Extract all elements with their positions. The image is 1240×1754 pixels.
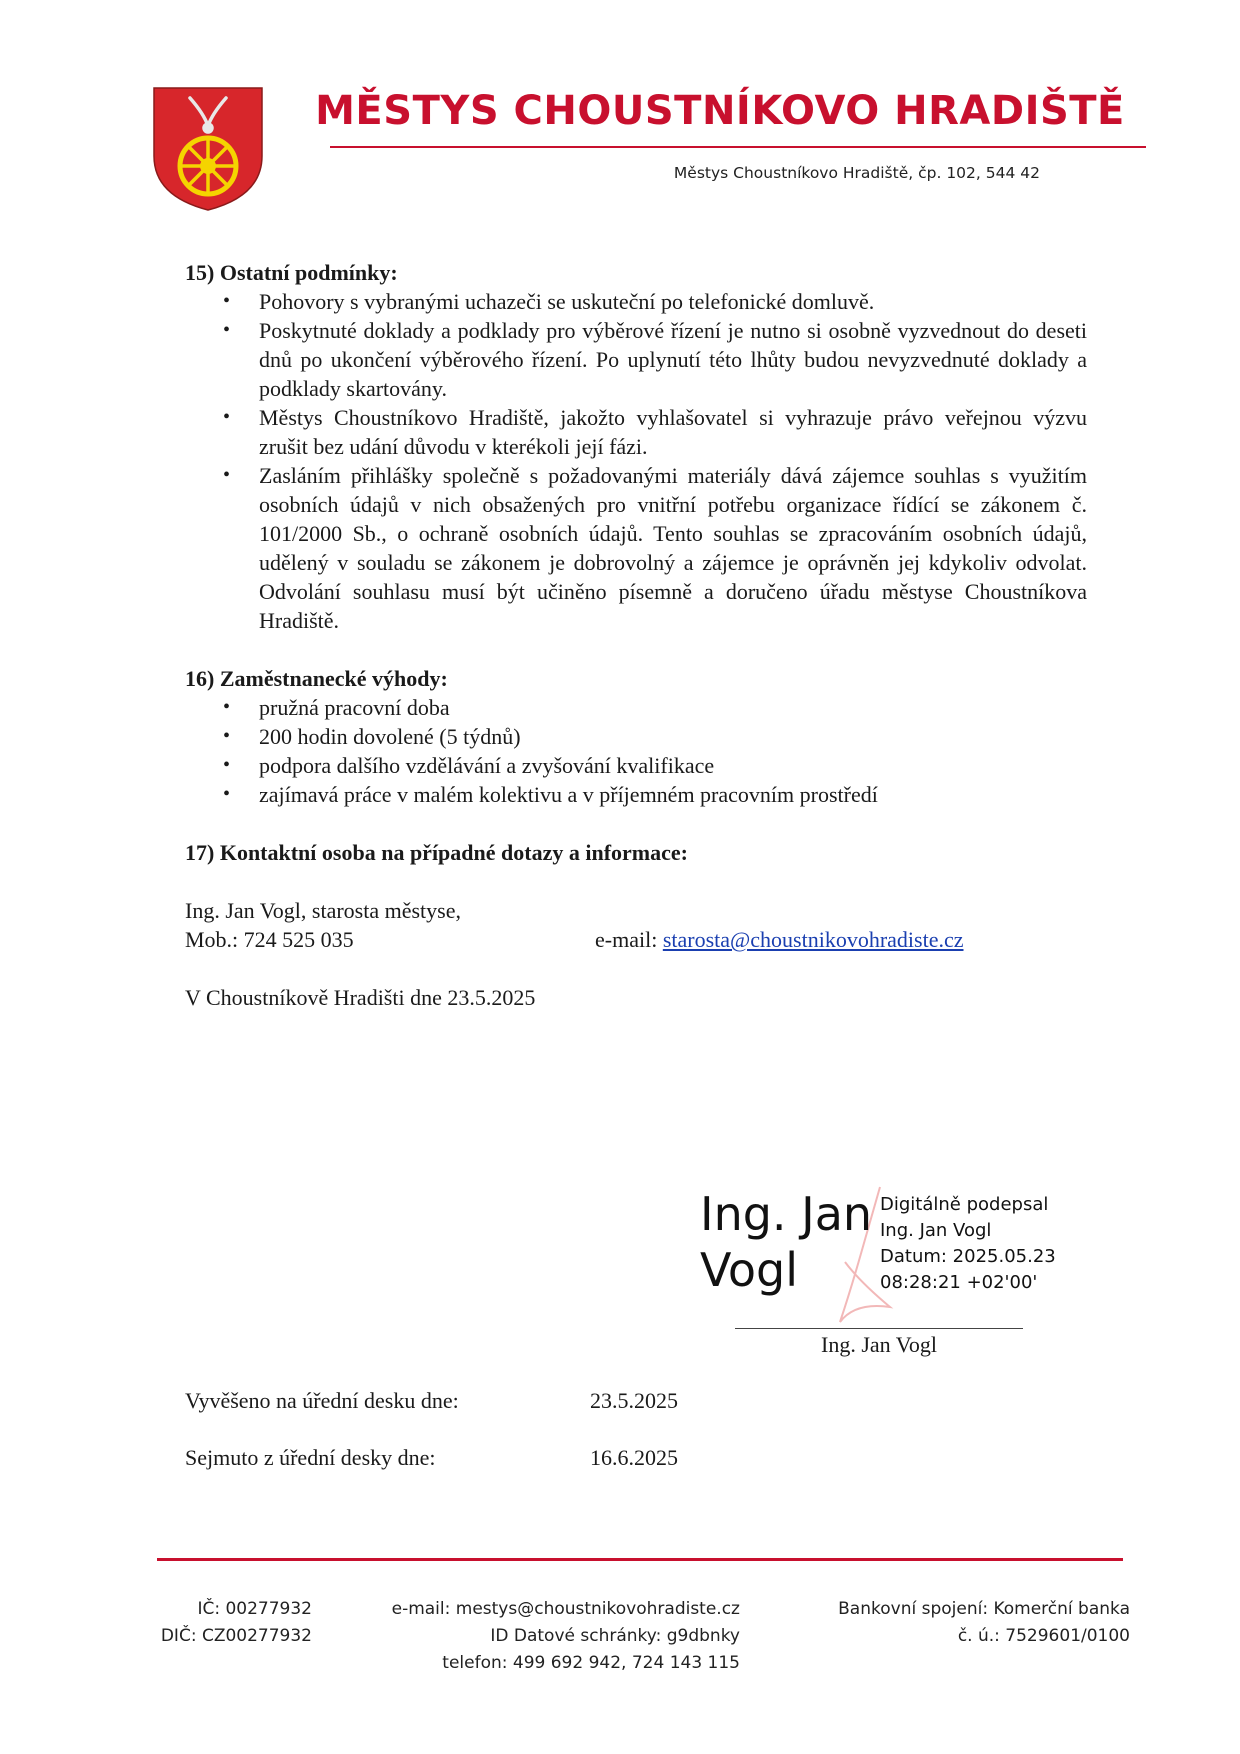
section-heading-16: 16) Zaměstnanecké výhody:: [185, 666, 448, 691]
posted-label: Vyvěšeno na úřední desku dne:: [185, 1388, 459, 1413]
header-address: Městys Choustníkovo Hradiště, čp. 102, 544 42: [673, 164, 1040, 182]
list-item: • pružná pracovní doba: [185, 693, 1087, 722]
page-title: MĚSTYS CHOUSTNÍKOVO HRADIŠTĚ: [315, 88, 1125, 134]
conditions-list: [185, 287, 1087, 635]
footer-dic: DIČ: CZ00277932: [160, 1626, 312, 1646]
posted-row: [185, 1388, 678, 1414]
place-date: V Choustníkově Hradišti dne 23.5.2025: [185, 985, 536, 1010]
signature-line: [735, 1328, 1023, 1329]
coat-of-arms-icon: [152, 86, 264, 212]
digital-signature: [700, 1182, 1100, 1332]
footer-divider: [157, 1558, 1123, 1561]
footer-ids: [140, 1596, 312, 1650]
benefits-list: [185, 693, 1087, 809]
removed-row: [185, 1445, 678, 1471]
signature-caption: Ing. Jan Vogl: [821, 1332, 937, 1357]
document-body: [185, 258, 1087, 1012]
list-item: • podpora dalšího vzdělávání a zvyšování kvalifikace: [185, 751, 1087, 780]
footer-account: č. ú.: 7529601/0100: [957, 1626, 1130, 1646]
list-item: • 200 hodin dovolené (5 týdnů): [185, 722, 1087, 751]
list-item: • Pohovory s vybranými uchazeči se uskuteční po telefonické domluvě.: [185, 287, 1087, 316]
footer-contact: [360, 1596, 740, 1677]
footer-bank: [760, 1596, 1130, 1650]
list-item: • Zasláním přihlášky společně s požadovanými materiály dává zájemce souhlas s využitím osobních údajů v nich obsažených pro vnitřní potřebu organizace řídící se zákonem č. 101/2000 Sb., o ochraně osobních údajů. Tento souhlas se zpracováním osobních údajů, udělený v souladu se zákonem je dobrovolný a zájemce je oprávněn jej kdykoliv odvolat. Odvolání souhlasu musí být učiněno písemně a doručeno úřadu městyse Choustníkova Hradiště.: [185, 461, 1087, 635]
section-heading-15: 15) Ostatní podmínky:: [185, 260, 398, 285]
footer-data-box: ID Datové schránky: g9dbnky: [490, 1626, 740, 1646]
signature-name: Ing. Jan Vogl: [700, 1187, 873, 1297]
signature-details: Digitálně podepsal Ing. Jan Vogl Datum: 2025.05.23 08:28:21 +02'00': [880, 1194, 1056, 1293]
contact-email-label: e-mail:: [595, 927, 658, 952]
list-item: • Městys Choustníkovo Hradiště, jakožto vyhlašovatel si vyhrazuje právo veřejnou výzvu zrušit bez udání důvodu v kterékoli její fázi.: [185, 403, 1087, 461]
footer-phone: telefon: 499 692 942, 724 143 115: [442, 1653, 740, 1673]
removed-label: Sejmuto z úřední desky dne:: [185, 1445, 436, 1470]
header-divider: [330, 146, 1146, 148]
footer-ic: IČ: 00277932: [197, 1599, 312, 1619]
removed-date: 16.6.2025: [590, 1445, 678, 1470]
footer-bank-name: Bankovní spojení: Komerční banka: [838, 1599, 1130, 1619]
contact-mobile: Mob.: 724 525 035: [185, 927, 354, 952]
contact-email-link[interactable]: starosta@choustnikovohradiste.cz: [662, 927, 964, 952]
list-item: • Poskytnuté doklady a podklady pro výběrové řízení je nutno si osobně vyzvednout do deseti dnů po ukončení výběrového řízení. Po uplynutí této lhůty budou nevyzvednuté doklady a podklady skartovány.: [185, 316, 1087, 403]
posted-date: 23.5.2025: [590, 1388, 678, 1413]
footer-email: e-mail: mestys@choustnikovohradiste.cz: [391, 1599, 740, 1619]
list-item: • zajímavá práce v malém kolektivu a v příjemném pracovním prostředí: [185, 780, 1087, 809]
section-heading-17: 17) Kontaktní osoba na případné dotazy a informace:: [185, 840, 688, 865]
contact-name: Ing. Jan Vogl, starosta městyse,: [185, 898, 461, 923]
